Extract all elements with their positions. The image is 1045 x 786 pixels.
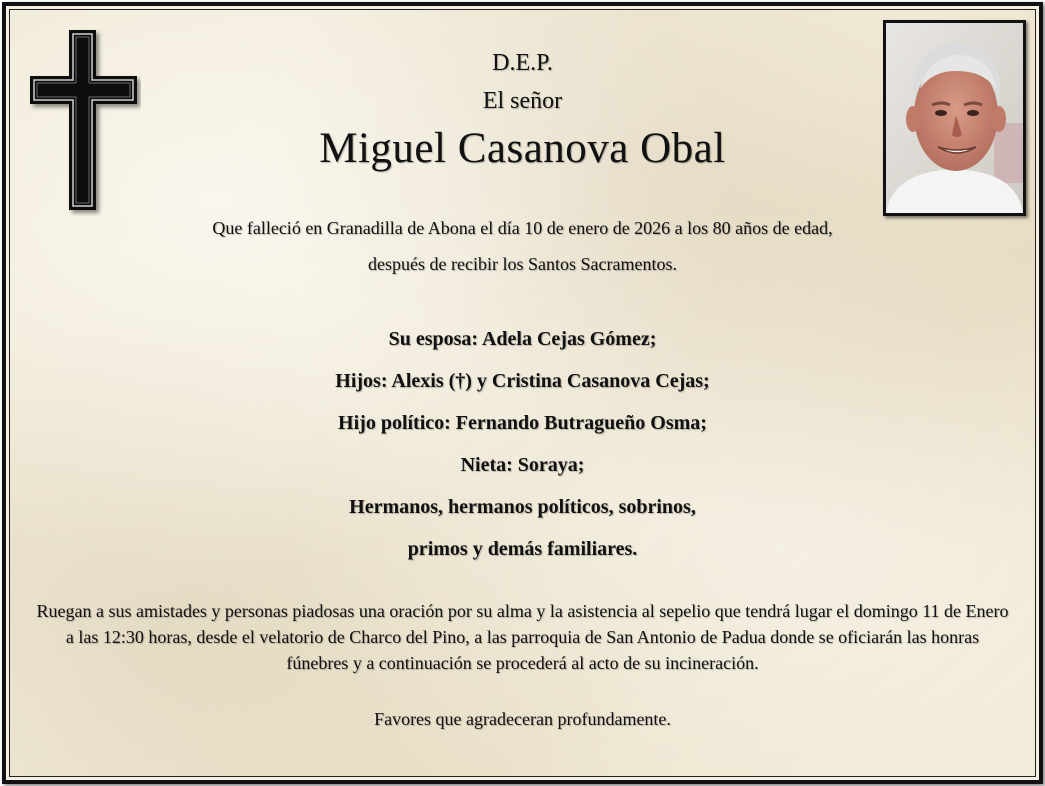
family-line: Hijo político: Fernando Butragueño Osma; <box>338 412 707 434</box>
dep-heading: D.E.P. <box>492 50 553 76</box>
announcement-text: Ruegan a sus amistades y personas piadosas una oración por su alma y la asistencia al sepelio que tendrá lugar el domingo 11 de Enero a las 12:30 horas, desde el velatorio de Charco del Pino, a las parroquia de San Antonio de Padua donde se oficiarán las honras fúnebres y a continuación se procederá al acto de su incineración. <box>36 601 1009 673</box>
closing-text: Favores que agradeceran profundamente. <box>374 709 671 729</box>
deceased-name: Miguel Casanova Obal <box>319 125 726 172</box>
obituary-card <box>2 2 1043 784</box>
intro-line-2: después de recibir los Santos Sacramentos. <box>368 254 677 274</box>
family-line: Nieta: Soraya; <box>460 454 585 476</box>
family-list <box>6 324 1039 576</box>
family-line: Hermanos, hermanos políticos, sobrinos, <box>349 496 696 518</box>
family-line: Hijos: Alexis (†) y Cristina Casanova Cejas; <box>335 370 710 392</box>
intro-line-1: Que falleció en Granadilla de Abona el día 10 de enero de 2026 a los 80 años de edad, <box>212 218 833 238</box>
family-line: primos y demás familiares. <box>407 538 638 560</box>
title-prefix: El señor <box>482 88 563 114</box>
family-line: Su esposa: Adela Cejas Gómez; <box>388 328 657 350</box>
